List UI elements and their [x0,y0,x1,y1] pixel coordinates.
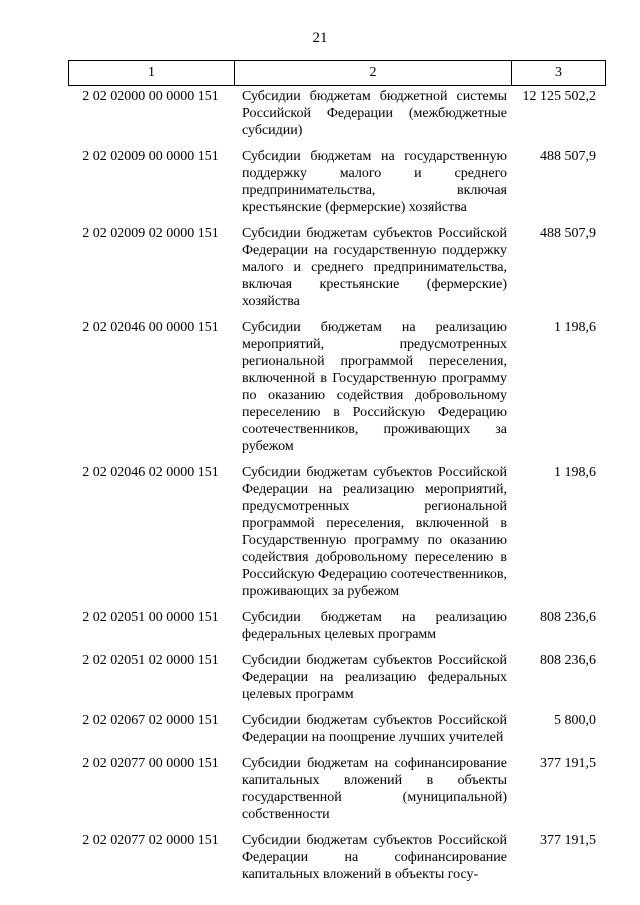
budget-rows [68,88,602,892]
budget-code: 2 02 02000 00 0000 151 [82,89,219,104]
table-row [68,464,602,600]
budget-code: 2 02 02077 02 0000 151 [82,833,219,848]
budget-code: 2 02 02009 00 0000 151 [82,149,219,164]
row-description: Субсидии бюджетам бюджетной системы Российской Федерации (межбюджетные субсидии) [242,89,507,138]
row-amount: 377 191,5 [540,756,596,771]
budget-code: 2 02 02077 00 0000 151 [82,756,219,771]
page-number: 21 [312,30,328,46]
row-description: Субсидии бюджетам субъектов Российской Федерации на поощрение лучших учителей [242,713,507,745]
row-description: Субсидии бюджетам субъектов Российской Федерации на реализацию федеральных целевых программ [242,653,507,702]
row-description: Субсидии бюджетам субъектов Российской Федерации на софинансирование капитальных вложений в объекты госу- [242,833,507,882]
row-amount: 1 198,6 [554,465,596,480]
column-header-row [69,61,606,86]
table-row [68,652,602,703]
table-row [68,712,602,746]
budget-code: 2 02 02046 00 0000 151 [82,320,219,335]
column-header-1: 1 [69,61,235,86]
table-row [68,609,602,643]
budget-code: 2 02 02051 00 0000 151 [82,610,219,625]
row-description: Субсидии бюджетам субъектов Российской Федерации на реализацию мероприятий, предусмотренных региональной программой переселения, включенной в Государственную программу по оказанию содействия добровольному переселению в Российскую Федерацию соотечественников, проживающих за рубежом [242,465,507,599]
table-row [68,88,602,139]
table-row [68,832,602,883]
budget-code: 2 02 02046 02 0000 151 [82,465,219,480]
table-row [68,225,602,310]
budget-code: 2 02 02051 02 0000 151 [82,653,219,668]
row-amount: 377 191,5 [540,833,596,848]
row-description: Субсидии бюджетам на реализацию мероприятий, предусмотренных региональной программой переселения, включенной в Государственную программу по оказанию содействия добровольному переселению в Российскую Федерацию соотечественников, проживающих за рубежом [242,320,507,454]
budget-code: 2 02 02067 02 0000 151 [82,713,219,728]
table-row [68,319,602,455]
row-amount: 488 507,9 [540,149,596,164]
row-description: Субсидии бюджетам на государственную поддержку малого и среднего предпринимательства, включая крестьянские (фермерские) хозяйства [242,149,507,215]
row-description: Субсидии бюджетам на софинансирование капитальных вложений в объекты государственной (муниципальной) собственности [242,756,507,822]
row-amount: 808 236,6 [540,653,596,668]
table-row [68,148,602,216]
row-amount: 5 800,0 [554,713,596,728]
column-header-2: 2 [235,61,512,86]
row-amount: 1 198,6 [554,320,596,335]
table-row [68,755,602,823]
column-header-3: 3 [512,61,606,86]
row-amount: 12 125 502,2 [522,89,596,104]
budget-code: 2 02 02009 02 0000 151 [82,226,219,241]
row-description: Субсидии бюджетам субъектов Российской Федерации на государственную поддержку малого и среднего предпринимательства, включая крестьянские (фермерские) хозяйства [242,226,507,309]
row-description: Субсидии бюджетам на реализацию федеральных целевых программ [242,610,507,642]
row-amount: 488 507,9 [540,226,596,241]
row-amount: 808 236,6 [540,610,596,625]
column-header-table [68,60,606,86]
